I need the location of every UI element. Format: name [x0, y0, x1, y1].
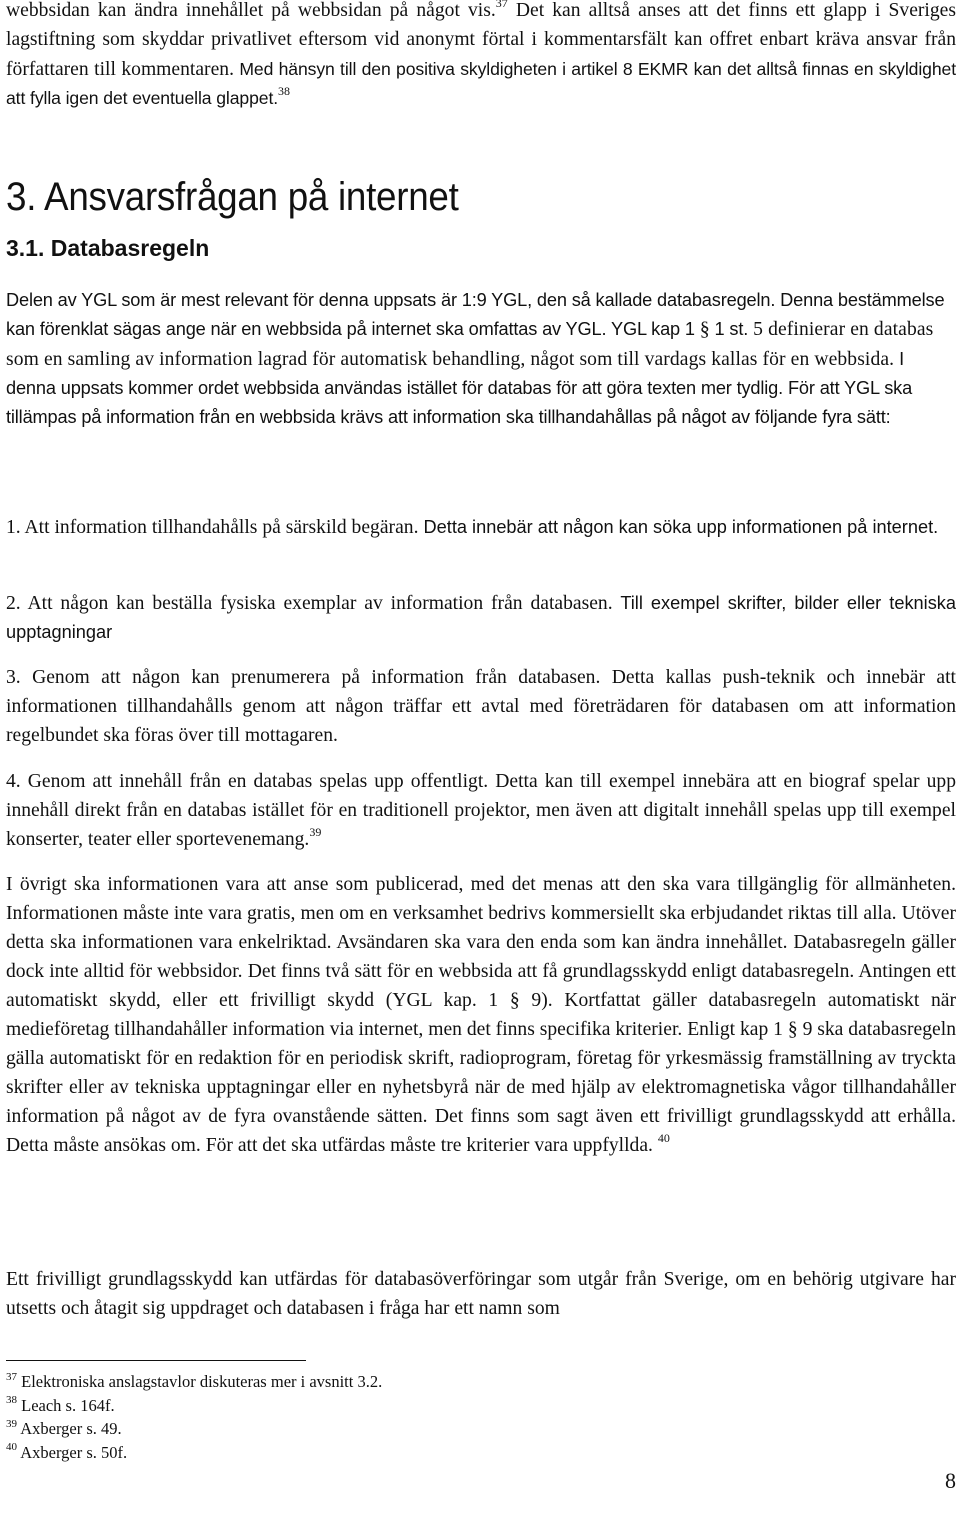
- list-item-4: [6, 767, 956, 854]
- list-item-1-a: 1. Att information tillhandahålls på särskild begäran.: [6, 517, 419, 538]
- footnote-38: $^{38}$ Leach s. 164f.: [6, 1394, 115, 1415]
- p1-text-serif: 5 definierar en databas som en samling av information lagrad för automatisk behandling, något som till vardags kallas för en webbsida.: [6, 319, 934, 370]
- list-item-1: [6, 513, 956, 542]
- footnotes: [6, 1370, 382, 1464]
- list-item-3: [6, 663, 956, 750]
- intro-text-2: Det kan alltså anses att det finns ett glapp i Sveriges lagstiftning som skyddar privatlivet eftersom vid anonymt förtal i kommentarsfält kan offret enbart kräva ansvar från författaren till kommentaren.: [6, 0, 956, 80]
- list-item-2-b: Till exempel skrifter, bilder eller tekniska upptagningar: [6, 593, 956, 642]
- page-number: 8: [945, 1468, 956, 1493]
- list-item-2-a: 2. Att någon kan beställa fysiska exemplar av information från databasen.: [6, 593, 613, 614]
- p1-text-b: 1 st.: [709, 319, 749, 340]
- list-item-2: [6, 589, 956, 647]
- subsection-heading: 3.1. Databasregeln: [6, 235, 210, 261]
- publication-paragraph: [6, 870, 956, 1160]
- voluntary-protection-paragraph: [6, 1265, 956, 1323]
- publication-text: I övrigt ska informationen vara att anse som publicerad, med det menas att den ska vara tillgänglig för allmänheten. Informationen måste inte vara gratis, men om en verksamhet bedrivs kommersiellt ska erbjudandet riktas till alla. Utöver detta ska informationen vara enkelriktad. Avsändaren ska vara den enda som kan ändra innehållet. Databasregeln gäller dock inte alltid för webbsidor. Det finns två sätt för en webbsida att få grundlagsskydd enligt databasregeln. Antingen ett automatiskt skydd, eller ett frivilligt skydd (YGL kap. 1 § 9). Kortfattat gäller databasregeln automatiskt när medieföretag tillhandahåller information via internet, men det finns specifika kriterier. Enligt kap 1 § 9 ska databasregeln gälla automatiskt för en redaktion för en periodisk skrift, radioprogram, företag för yrkesmässig framställning av tryckta skrifter eller av tekniska upptagningar eller en nyhetsbyrå när de med hjälp av elektromagnetiska vågor tillhandahåller information på något av de fyra ovanstående sätten. Det finns som sagt även ett frivilligt grundlagsskydd att erhålla. Detta måste ansökas om. För att det ska utfärdas måste tre kriterier vara uppfyllda.: [6, 874, 956, 1156]
- section-heading: 3. Ansvarsfrågan på internet: [6, 175, 459, 219]
- list-item-3-a: 3. Genom att någon kan prenumerera på information från databasen.: [6, 667, 601, 688]
- intro-text-1: webbsidan kan ändra innehållet på webbsidan på något vis.: [6, 0, 496, 21]
- list-item-4-b: Detta kan till exempel innebära att en biograf spelar upp innehåll direkt från en databas istället för en traditionell projektor, men även att digitalt innehåll spelas upp till exempel konserter, teater eller sportevenemang.: [6, 771, 956, 850]
- footnote-ref-37[interactable]: 37: [495, 0, 508, 11]
- footnote-39: $^{39}$ Axberger s. 49.: [6, 1417, 122, 1438]
- voluntary-protection-text: Ett frivilligt grundlagsskydd kan utfärdas för databasöverföringar som utgår från Sverige, om en behörig utgivare har utsetts och åtagit sig uppdraget och databasen i fråga har ett namn som: [6, 1269, 956, 1319]
- section-sign: §: [699, 318, 710, 341]
- footnote-ref-38[interactable]: 38: [278, 84, 291, 99]
- footnote-40: $^{40}$ Axberger s. 50f.: [6, 1441, 128, 1462]
- intro-text-3: Med hänsyn till den positiva skyldigheten i artikel 8 EKMR kan det alltså finnas en skyldighet att fylla igen det eventuella glappet.: [6, 58, 957, 108]
- footnote-separator: [6, 1360, 306, 1361]
- footnote-ref-40[interactable]: 40: [657, 1131, 670, 1146]
- p1-text-a: Delen av YGL som är mest relevant för denna uppsats är 1:9 YGL, den så kallade databasregeln. Denna bestämmelse kan förenklat sägas ange när en webbsida på internet ska omfattas av YGL. YGL kap 1: [6, 290, 945, 340]
- intro-paragraph: [6, 0, 956, 113]
- list-item-4-a: 4. Genom att innehåll från en databas spelas upp offentligt.: [6, 771, 489, 792]
- footnote-ref-39[interactable]: 39: [309, 825, 322, 840]
- p1-text-d: För att YGL ska tillämpas på information från en webbsida krävs att information ska tillhandahållas på något av följande fyra sätt:: [6, 377, 913, 428]
- list-item-1-b: Detta innebär att någon kan söka upp informationen på internet.: [418, 517, 939, 537]
- list-item-3-b: Detta kallas push-teknik och innebär att informationen tillhandahålls genom att någon träffar ett avtal med företrädaren för databasen om att information regelbundet ska föras över till mottagaren.: [6, 667, 956, 746]
- databasregeln-paragraph: [6, 286, 956, 432]
- p1-text-c: I denna uppsats kommer ordet webbsida användas istället för databas för att göra texten mer tydlig.: [6, 348, 904, 398]
- footnote-37: $^{37}$ Elektroniska anslagstavlor diskuteras mer i avsnitt 3.2.: [6, 1370, 383, 1391]
